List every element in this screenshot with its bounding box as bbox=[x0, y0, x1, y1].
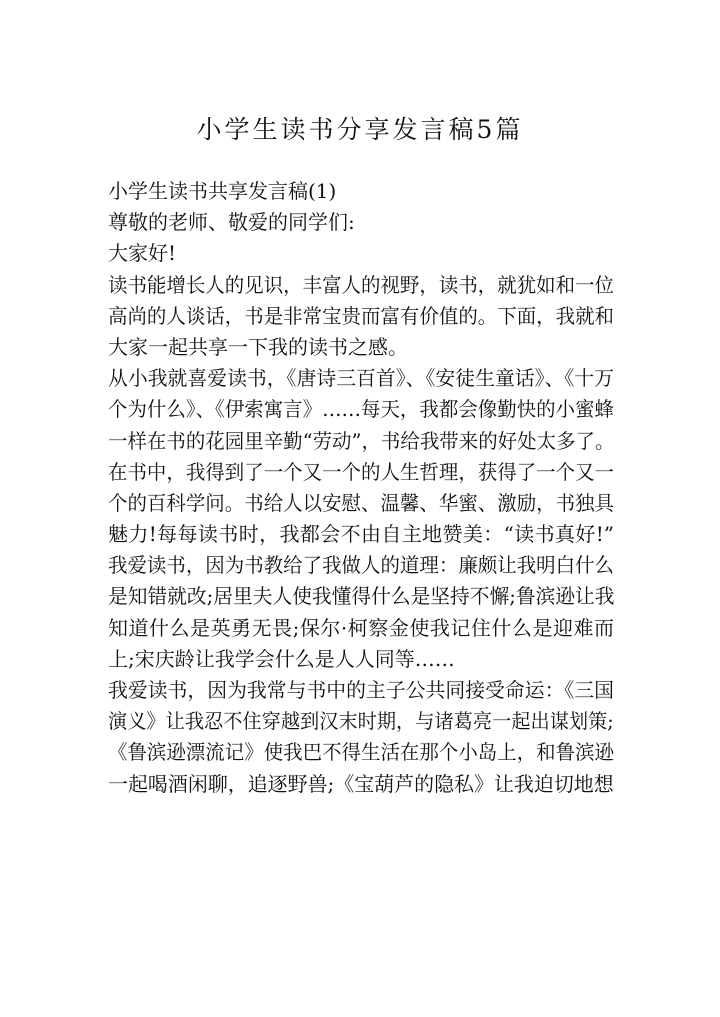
text-line-19: 《鲁滨逊漂流记》使我巴不得生活在那个小岛上，和鲁滨逊 bbox=[108, 740, 615, 765]
text-line-17: 我爱读书，因为我常与书中的主子公共同接受命运：《三国 bbox=[108, 678, 615, 702]
text-line-16: 上;宋庆龄让我学会什么是人人同等…… bbox=[108, 646, 455, 671]
text-line-14: 是知错就改;居里夫人使我懂得什么是坚持不懈;鲁滨逊让我 bbox=[108, 584, 615, 609]
text-line-18: 演义》让我忍不住穿越到汉末时期，与诸葛亮一起出谋划策; bbox=[108, 709, 614, 734]
text-line-4: 读书能增长人的见识，丰富人的视野，读书，就犹如和一位 bbox=[108, 272, 615, 297]
text-line-11: 个的百科学问。书给人以安慰、温馨、华蜜、激励，书独具 bbox=[108, 490, 615, 515]
text-line-5: 高尚的人谈话，书是非常宝贵而富有价值的。下面，我就和 bbox=[108, 303, 615, 328]
text-line-1: 小学生读书共享发言稿(1) bbox=[108, 179, 337, 203]
text-line-7: 从小我就喜爱读书，《唐诗三百首》、《安徒生童话》、《十万 bbox=[108, 366, 615, 391]
text-line-6: 大家一起共享一下我的读书之感。 bbox=[108, 334, 408, 359]
text-line-20: 一起喝酒闲聊，追逐野兽;《宝葫芦的隐私》让我迫切地想 bbox=[108, 771, 614, 796]
document-title: 小学生读书分享发言稿5篇 bbox=[196, 115, 524, 144]
text-line-15: 知道什么是英勇无畏;保尔·柯察金使我记住什么是迎难而 bbox=[108, 615, 614, 640]
text-line-2: 尊敬的老师、敬爱的同学们: bbox=[108, 210, 355, 235]
text-line-10: 在书中，我得到了一个又一个的人生哲理，获得了一个又一 bbox=[108, 459, 615, 484]
text-line-8: 个为什么》、《伊索寓言》……每天，我都会像勤快的小蜜蜂 bbox=[108, 397, 615, 422]
text-line-13: 我爱读书，因为书教给了我做人的道理：廉颇让我明白什么 bbox=[108, 553, 615, 578]
document-body bbox=[108, 176, 614, 800]
text-line-9: 一样在书的花园里辛勤“劳动”，书给我带来的好处太多了。 bbox=[108, 428, 615, 453]
text-line-3: 大家好! bbox=[108, 241, 177, 266]
text-line-12: 魅力!每每读书时，我都会不由自主地赞美：“读书真好!” bbox=[108, 522, 614, 547]
